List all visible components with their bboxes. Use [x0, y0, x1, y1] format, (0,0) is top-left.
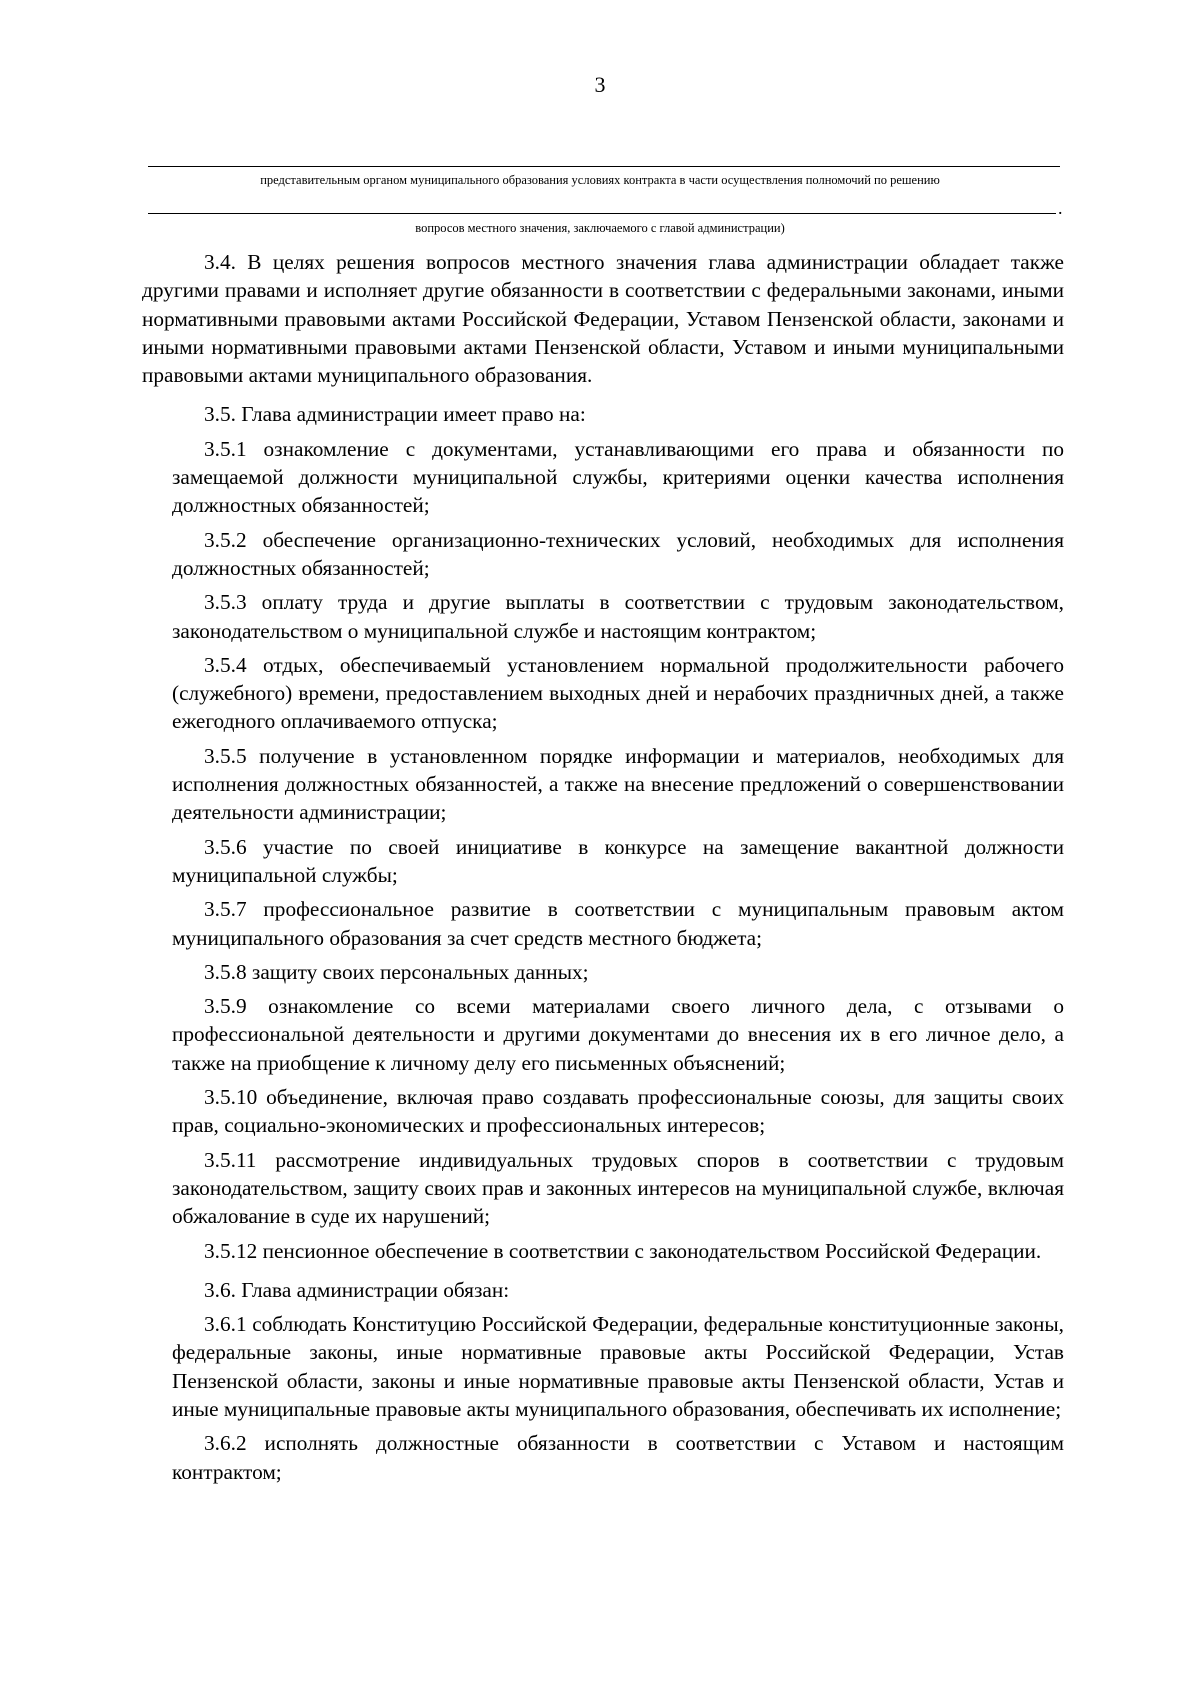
paragraph-3-6: 3.6. Глава администрации обязан:	[204, 1277, 510, 1302]
paragraph-3-5: 3.5. Глава администрации имеет право на:	[204, 402, 586, 427]
paragraph-3-5-4: 3.5.4 отдых, обеспечиваемый установлением нормальной продолжительности рабочего (служебного) времени, предоставлением выходных дней и нерабочих праздничных дней, а также ежегодного оплачиваемого отпуска;	[172, 652, 1064, 734]
fill-in-line-2	[148, 213, 1056, 214]
paragraph-3-5-11: 3.5.11 рассмотрение индивидуальных трудовых споров в соответствии с трудовым законодательством, защиту своих прав и законных интересов на муниципальной службе, включая обжалование в суде их нарушений;	[172, 1147, 1064, 1229]
fill-in-caption-1: представительным органом муниципального образования условиях контракта в части осуществления полномочий по решению	[260, 173, 940, 187]
paragraph-3-5-10: 3.5.10 объединение, включая право создавать профессиональные союзы, для защиты своих прав, социально-экономических и профессиональных интересов;	[172, 1085, 1064, 1138]
paragraph-3-5-5: 3.5.5 получение в установленном порядке информации и материалов, необходимых для исполнения должностных обязанностей, а также на внесение предложений о совершенствовании деятельности администрации;	[172, 743, 1064, 825]
paragraph-3-6-2: 3.6.2 исполнять должностные обязанности в соответствии с Уставом и настоящим контрактом;	[172, 1431, 1064, 1484]
paragraph-3-5-7: 3.5.7 профессиональное развитие в соответствии с муниципальным правовым актом муниципального образования за счет средств местного бюджета;	[172, 897, 1064, 950]
page-number: 3	[594, 72, 606, 97]
paragraph-3-5-8: 3.5.8 защиту своих персональных данных;	[204, 959, 589, 984]
fill-in-caption-2: вопросов местного значения, заключаемого с главой администрации)	[415, 221, 785, 235]
paragraph-3-5-9: 3.5.9 ознакомление со всеми материалами своего личного дела, с отзывами о профессиональной деятельности и другими документами до внесения их в его личное дело, а также на приобщение к личному делу его письменных объяснений;	[172, 994, 1064, 1075]
paragraph-3-5-3: 3.5.3 оплату труда и другие выплаты в соответствии с трудовым законодательством, законодательством о муниципальной службе и настоящим контрактом;	[172, 590, 1064, 643]
paragraph-3-5-12: 3.5.12 пенсионное обеспечение в соответствии с законодательством Российской Федерации.	[204, 1238, 1042, 1263]
document-body	[142, 248, 1064, 1486]
fill-in-line-1	[148, 166, 1060, 167]
paragraph-3-4: 3.4. В целях решения вопросов местного значения глава администрации обладает также другими правами и исполняет другие обязанности в соответствии с федеральными законами, иными нормативными правовыми актами Российской Федерации, Уставом Пензенской области, законами и иными нормативными правовыми актами Пензенской области, Уставом и иными муниципальными правовыми актами муниципального образования.	[142, 250, 1064, 388]
paragraph-3-5-1: 3.5.1 ознакомление с документами, устанавливающими его права и обязанности по замещаемой должности муниципальной службы, критериями оценки качества исполнения должностных обязанностей;	[172, 436, 1064, 518]
paragraph-3-6-1: 3.6.1 соблюдать Конституцию Российской Федерации, федеральные конституционные законы, федеральные законы, иные нормативные правовые акты Российской Федерации, Устав Пензенской области, законы и иные нормативные правовые акты Пензенской области, Устав и иные муниципальные правовые акты муниципального образования, обеспечивать их исполнение;	[172, 1312, 1064, 1421]
paragraph-3-5-6: 3.5.6 участие по своей инициативе в конкурсе на замещение вакантной должности муниципальной службы;	[172, 834, 1064, 887]
paragraph-3-5-2: 3.5.2 обеспечение организационно-технических условий, необходимых для исполнения должностных обязанностей;	[172, 527, 1064, 580]
fill-in-end-mark: .	[1058, 198, 1063, 218]
